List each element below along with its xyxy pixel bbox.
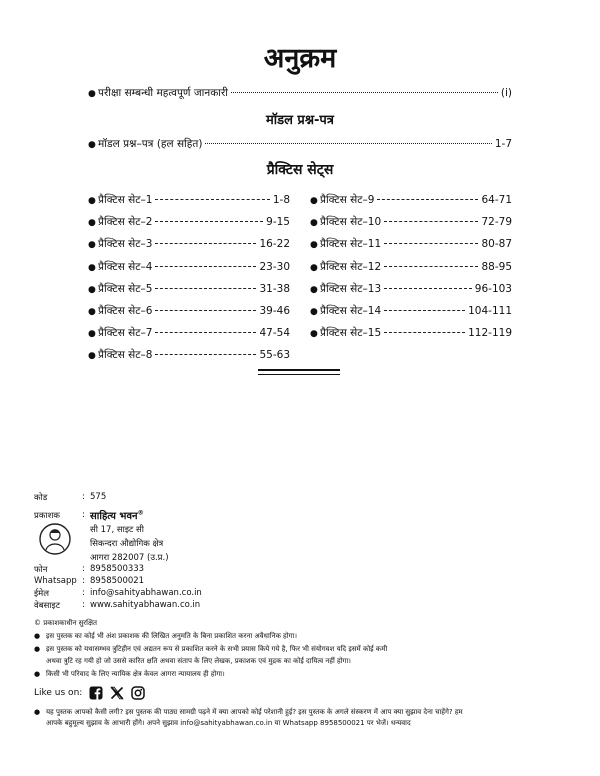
publisher-name: साहित्य भवन® bbox=[90, 509, 144, 522]
leader-dashes bbox=[155, 243, 256, 244]
bullet-icon: ● bbox=[310, 307, 318, 317]
website-label: वेबसाइट bbox=[34, 601, 60, 611]
bullet-icon: ● bbox=[310, 284, 318, 295]
section-heading-practice: प्रैक्टिस सेट्स bbox=[266, 162, 334, 178]
leader-dots bbox=[231, 92, 498, 93]
bullet-icon: ● bbox=[88, 89, 96, 99]
toc-entry-practice-set[interactable] bbox=[310, 282, 512, 296]
instagram-icon[interactable] bbox=[131, 686, 145, 700]
feedback-line-1: ● यह पुस्तक आपको कैसी लगी? इस पुस्तक की पाठ्य सामग्री पढ़ने में क्या आपको कोई परेशानी हुई? इस पुस्तक के अगले संस्करण में आप क्या सुझाव देना चाहेंगे? हम bbox=[34, 708, 463, 716]
leader-dashes bbox=[384, 243, 478, 244]
colon: : bbox=[82, 588, 85, 598]
bullet-icon: ● bbox=[88, 351, 96, 362]
leader-dashes bbox=[384, 266, 478, 267]
bullet-icon: ● bbox=[310, 329, 318, 340]
colon: : bbox=[82, 510, 85, 520]
leader-dashes bbox=[155, 266, 256, 267]
toc-entry-page: 64-71 bbox=[481, 194, 512, 206]
toc-entry-page: 80-87 bbox=[481, 238, 512, 251]
toc-entry-label: प्रैक्टिस सेट–14 bbox=[320, 305, 382, 317]
toc-entry-practice-set[interactable] bbox=[88, 260, 290, 274]
page-title: अनुक्रम bbox=[263, 43, 337, 74]
social-label: Like us on: bbox=[34, 688, 83, 698]
toc-entry-practice-set[interactable] bbox=[310, 304, 512, 318]
leader-dashes bbox=[155, 288, 256, 289]
divider bbox=[258, 369, 340, 371]
address-line-1: सी 17, साइट सी bbox=[90, 525, 144, 535]
toc-entry-label: प्रैक्टिस सेट–7 bbox=[98, 327, 153, 340]
toc-entry-practice-set[interactable] bbox=[88, 282, 290, 296]
x-twitter-icon[interactable] bbox=[110, 686, 124, 700]
bullet-icon: ● bbox=[88, 262, 96, 273]
publisher-label: प्रकाशक bbox=[34, 511, 60, 521]
toc-entry-page: 23-30 bbox=[259, 260, 290, 273]
toc-entry-model[interactable] bbox=[88, 137, 512, 151]
toc-entry-page: 96-103 bbox=[474, 282, 512, 295]
leader-dashes bbox=[155, 221, 263, 222]
colon: : bbox=[82, 492, 85, 502]
feedback-line-2: आपके बहुमूल्य सुझाव के आभारी होंगे। अपने सुझाव info@sahityabhawan.co.in या Whatsapp 8958500021 पर भेजें। धन्यवाद bbox=[46, 719, 411, 727]
toc-entry-practice-set[interactable] bbox=[88, 326, 290, 340]
leader-dots bbox=[205, 143, 491, 144]
toc-entry-label: प्रैक्टिस सेट–11 bbox=[320, 238, 382, 251]
toc-entry-practice-set[interactable] bbox=[88, 193, 290, 207]
website-link[interactable]: www.sahityabhawan.co.in bbox=[90, 600, 201, 610]
toc-entry-practice-set[interactable] bbox=[88, 304, 290, 318]
toc-entry-page: 88-95 bbox=[481, 260, 512, 273]
note-item: ● इस पुस्तक का कोई भी अंश प्रकाशक की लिखित अनुमति के बिना प्रकाशित करना अवैधानिक होगा। bbox=[34, 632, 297, 640]
bullet-icon: ● bbox=[88, 218, 96, 229]
leader-dashes bbox=[384, 310, 465, 311]
facebook-icon[interactable] bbox=[89, 686, 103, 700]
copyright-notice: © प्रकाशकाधीन सुरक्षित bbox=[34, 619, 97, 627]
bullet-icon: ● bbox=[88, 196, 96, 206]
toc-entry-label: प्रैक्टिस सेट–5 bbox=[98, 282, 153, 295]
bullet-icon: ● bbox=[88, 307, 96, 317]
bullet-icon: ● bbox=[310, 240, 318, 251]
toc-entry-label: परीक्षा सम्बन्धी महत्वपूर्ण जानकारी bbox=[98, 87, 228, 99]
bullet-icon: ● bbox=[310, 218, 318, 229]
toc-entry-page: (i) bbox=[500, 87, 512, 99]
address-line-3: आगरा 282007 (उ.प्र.) bbox=[90, 553, 169, 563]
toc-entry-page: 47-54 bbox=[259, 327, 290, 340]
leader-dashes bbox=[377, 199, 478, 200]
toc-entry-label: प्रैक्टिस सेट–4 bbox=[98, 260, 153, 273]
note-item: ● इस पुस्तक को यथासम्भव त्रुटिहीन एवं अद्यतन रूप से प्रकाशित करने के सभी प्रयास किये गये है, फिर भी संयोगवश यदि इसमें कोई कमी bbox=[34, 645, 388, 653]
note-item-continued: अथवा त्रुटि रह गयी हो जो उससे कारित क्षति अथवा संताप के लिए लेखक, प्रकाशक एवं मुद्रक का कोई दायित्व नहीं होगा। bbox=[46, 657, 351, 665]
address-line-2: सिकन्दरा औद्योगिक क्षेत्र bbox=[90, 539, 164, 549]
toc-entry-label: प्रैक्टिस सेट–8 bbox=[98, 349, 153, 362]
toc-entry-page: 104-111 bbox=[468, 305, 512, 317]
toc-entry-page: 1-7 bbox=[494, 138, 512, 150]
phone-label: फोन bbox=[34, 565, 48, 575]
toc-entry-label: प्रैक्टिस सेट–13 bbox=[320, 282, 382, 295]
colon: : bbox=[82, 600, 85, 610]
toc-entry-page: 72-79 bbox=[481, 216, 512, 229]
phone-value: 8958500333 bbox=[90, 564, 145, 574]
leader-dashes bbox=[155, 354, 256, 355]
toc-entry-page: 1-8 bbox=[272, 194, 290, 206]
toc-entry-label: प्रैक्टिस सेट–9 bbox=[320, 194, 375, 206]
toc-entry-practice-set[interactable] bbox=[310, 215, 512, 229]
toc-entry-label: प्रैक्टिस सेट–15 bbox=[320, 327, 382, 340]
code-label: कोड bbox=[34, 493, 48, 503]
toc-entry-label: प्रैक्टिस सेट–12 bbox=[320, 260, 382, 273]
toc-entry-practice-set[interactable] bbox=[310, 193, 512, 207]
toc-entry-label: प्रैक्टिस सेट–1 bbox=[98, 194, 153, 206]
section-heading-model: मॉडल प्रश्न-पत्र bbox=[266, 113, 334, 128]
toc-entry-label: मॉडल प्रश्न–पत्र (हल सहित) bbox=[98, 138, 203, 150]
toc-entry-label: प्रैक्टिस सेट–3 bbox=[98, 238, 153, 251]
leader-dashes bbox=[155, 199, 269, 200]
colon: : bbox=[82, 576, 85, 586]
feedback-note bbox=[34, 707, 574, 729]
toc-entry-practice-set[interactable] bbox=[310, 260, 512, 274]
colon: : bbox=[82, 564, 85, 574]
bullet-icon: ● bbox=[88, 140, 96, 150]
bullet-icon: ● bbox=[310, 196, 318, 206]
toc-entry-practice-set[interactable] bbox=[310, 326, 512, 340]
toc-entry-practice-set[interactable] bbox=[88, 348, 290, 362]
toc-entry-practice-set[interactable] bbox=[88, 237, 290, 251]
toc-entry-label: प्रैक्टिस सेट–2 bbox=[98, 216, 153, 229]
toc-entry-label: प्रैक्टिस सेट–6 bbox=[98, 305, 153, 317]
leader-dashes bbox=[155, 332, 256, 333]
toc-entry-intro[interactable] bbox=[88, 86, 512, 100]
whatsapp-label: Whatsapp bbox=[34, 576, 77, 586]
toc-entry-page: 31-38 bbox=[259, 282, 290, 295]
divider bbox=[258, 374, 340, 375]
toc-entry-page: 112-119 bbox=[468, 327, 512, 340]
toc-entry-label: प्रैक्टिस सेट–10 bbox=[320, 216, 382, 229]
social-row bbox=[34, 686, 145, 700]
bullet-icon: ● bbox=[88, 240, 96, 251]
bullet-icon: ● bbox=[88, 329, 96, 340]
toc-entry-practice-set[interactable] bbox=[310, 237, 512, 251]
leader-dashes bbox=[384, 332, 465, 333]
code-value: 575 bbox=[90, 492, 107, 502]
note-item: ● किसी भी परिवाद के लिए न्यायिक क्षेत्र केवल आगरा न्यायालय ही होगा। bbox=[34, 670, 225, 678]
bullet-icon: ● bbox=[88, 284, 96, 295]
toc-entry-practice-set[interactable] bbox=[88, 215, 290, 229]
leader-dashes bbox=[155, 310, 256, 311]
email-label: ईमेल bbox=[34, 589, 50, 599]
publisher-logo-icon bbox=[38, 522, 72, 556]
whatsapp-value: 8958500021 bbox=[90, 576, 145, 586]
toc-entry-page: 9-15 bbox=[266, 216, 290, 229]
leader-dashes bbox=[384, 288, 472, 289]
toc-entry-page: 16-22 bbox=[259, 238, 290, 251]
toc-entry-page: 55-63 bbox=[259, 349, 290, 362]
email-link[interactable]: info@sahityabhawan.co.in bbox=[90, 588, 202, 598]
leader-dashes bbox=[384, 221, 478, 222]
toc-entry-page: 39-46 bbox=[259, 305, 290, 317]
bullet-icon: ● bbox=[310, 262, 318, 273]
